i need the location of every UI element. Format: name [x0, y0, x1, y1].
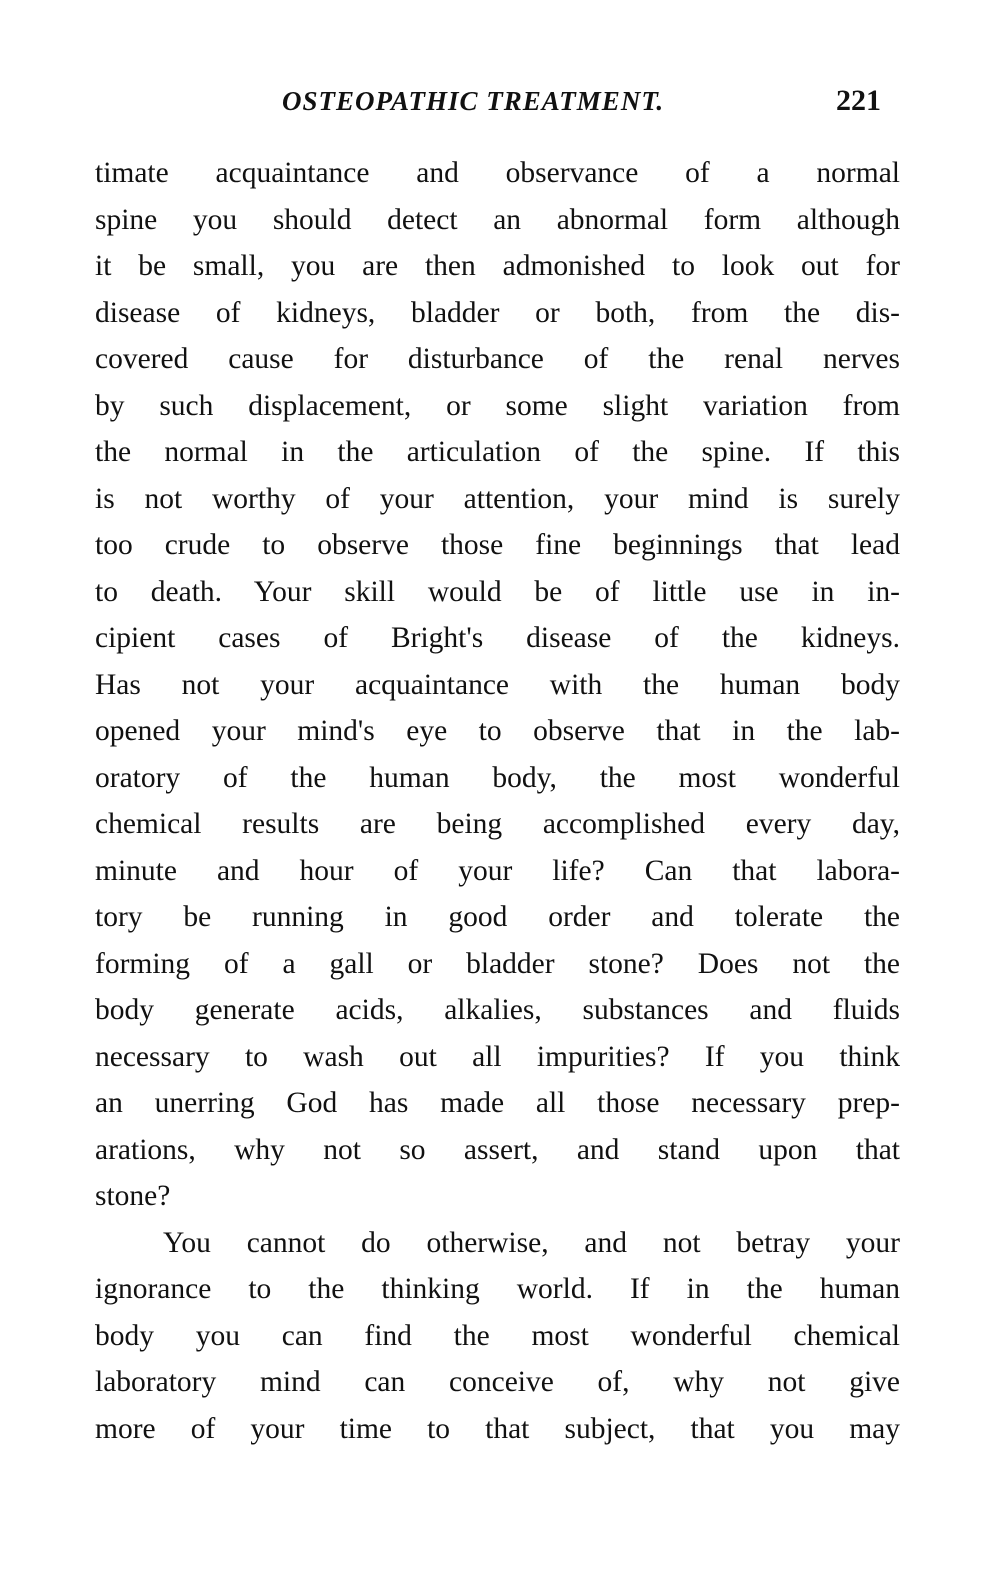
text-line: cipient cases of Bright's disease of the kidneys.: [95, 622, 900, 654]
text-line: oratory of the human body, the most wonderful: [95, 761, 900, 794]
text-line: timate acquaintance and observance of a normal: [95, 157, 900, 189]
text-line: laboratory mind can conceive of, why not give: [95, 1366, 900, 1398]
text-line: too crude to observe those fine beginnings that lead: [95, 529, 900, 561]
text-line: disease of kidneys, bladder or both, from the dis-: [95, 296, 900, 329]
body-text: [95, 150, 900, 1452]
text-line: ignorance to the thinking world. If in the human: [95, 1273, 900, 1305]
text-line: the normal in the articulation of the spine. If this: [95, 436, 900, 468]
running-title: OSTEOPATHIC TREATMENT.: [282, 86, 665, 116]
text-line: is not worthy of your attention, your mind is surely: [95, 482, 900, 515]
text-line: it be small, you are then admonished to look out for: [95, 250, 900, 282]
text-line: arations, why not so assert, and stand upon that: [95, 1133, 900, 1166]
text-line: forming of a gall or bladder stone? Does not the: [95, 947, 900, 980]
paragraph-start-line: You cannot do otherwise, and not betray your: [163, 1226, 900, 1259]
text-line: body you can find the most wonderful chemical: [95, 1319, 900, 1352]
text-line: covered cause for disturbance of the renal nerves: [95, 343, 900, 375]
text-line: necessary to wash out all impurities? If you think: [95, 1040, 900, 1073]
text-line: to death. Your skill would be of little use in in-: [95, 575, 900, 608]
running-head: [0, 80, 1000, 130]
text-line: by such displacement, or some slight variation from: [95, 389, 900, 422]
text-line: tory be running in good order and tolerate the: [95, 901, 900, 933]
text-line: Has not your acquaintance with the human body: [95, 668, 900, 701]
page-number: 221: [836, 84, 881, 117]
text-line: chemical results are being accomplished every day,: [95, 808, 900, 840]
text-line: minute and hour of your life? Can that labora-: [95, 854, 900, 887]
text-line: opened your mind's eye to observe that in the lab-: [95, 715, 900, 747]
paragraph-end-line: stone?: [95, 1180, 171, 1212]
text-line: body generate acids, alkalies, substances and fluids: [95, 994, 900, 1026]
text-line: more of your time to that subject, that you may: [95, 1412, 900, 1445]
text-line: spine you should detect an abnormal form although: [95, 203, 900, 236]
text-line: an unerring God has made all those necessary prep-: [95, 1087, 900, 1119]
